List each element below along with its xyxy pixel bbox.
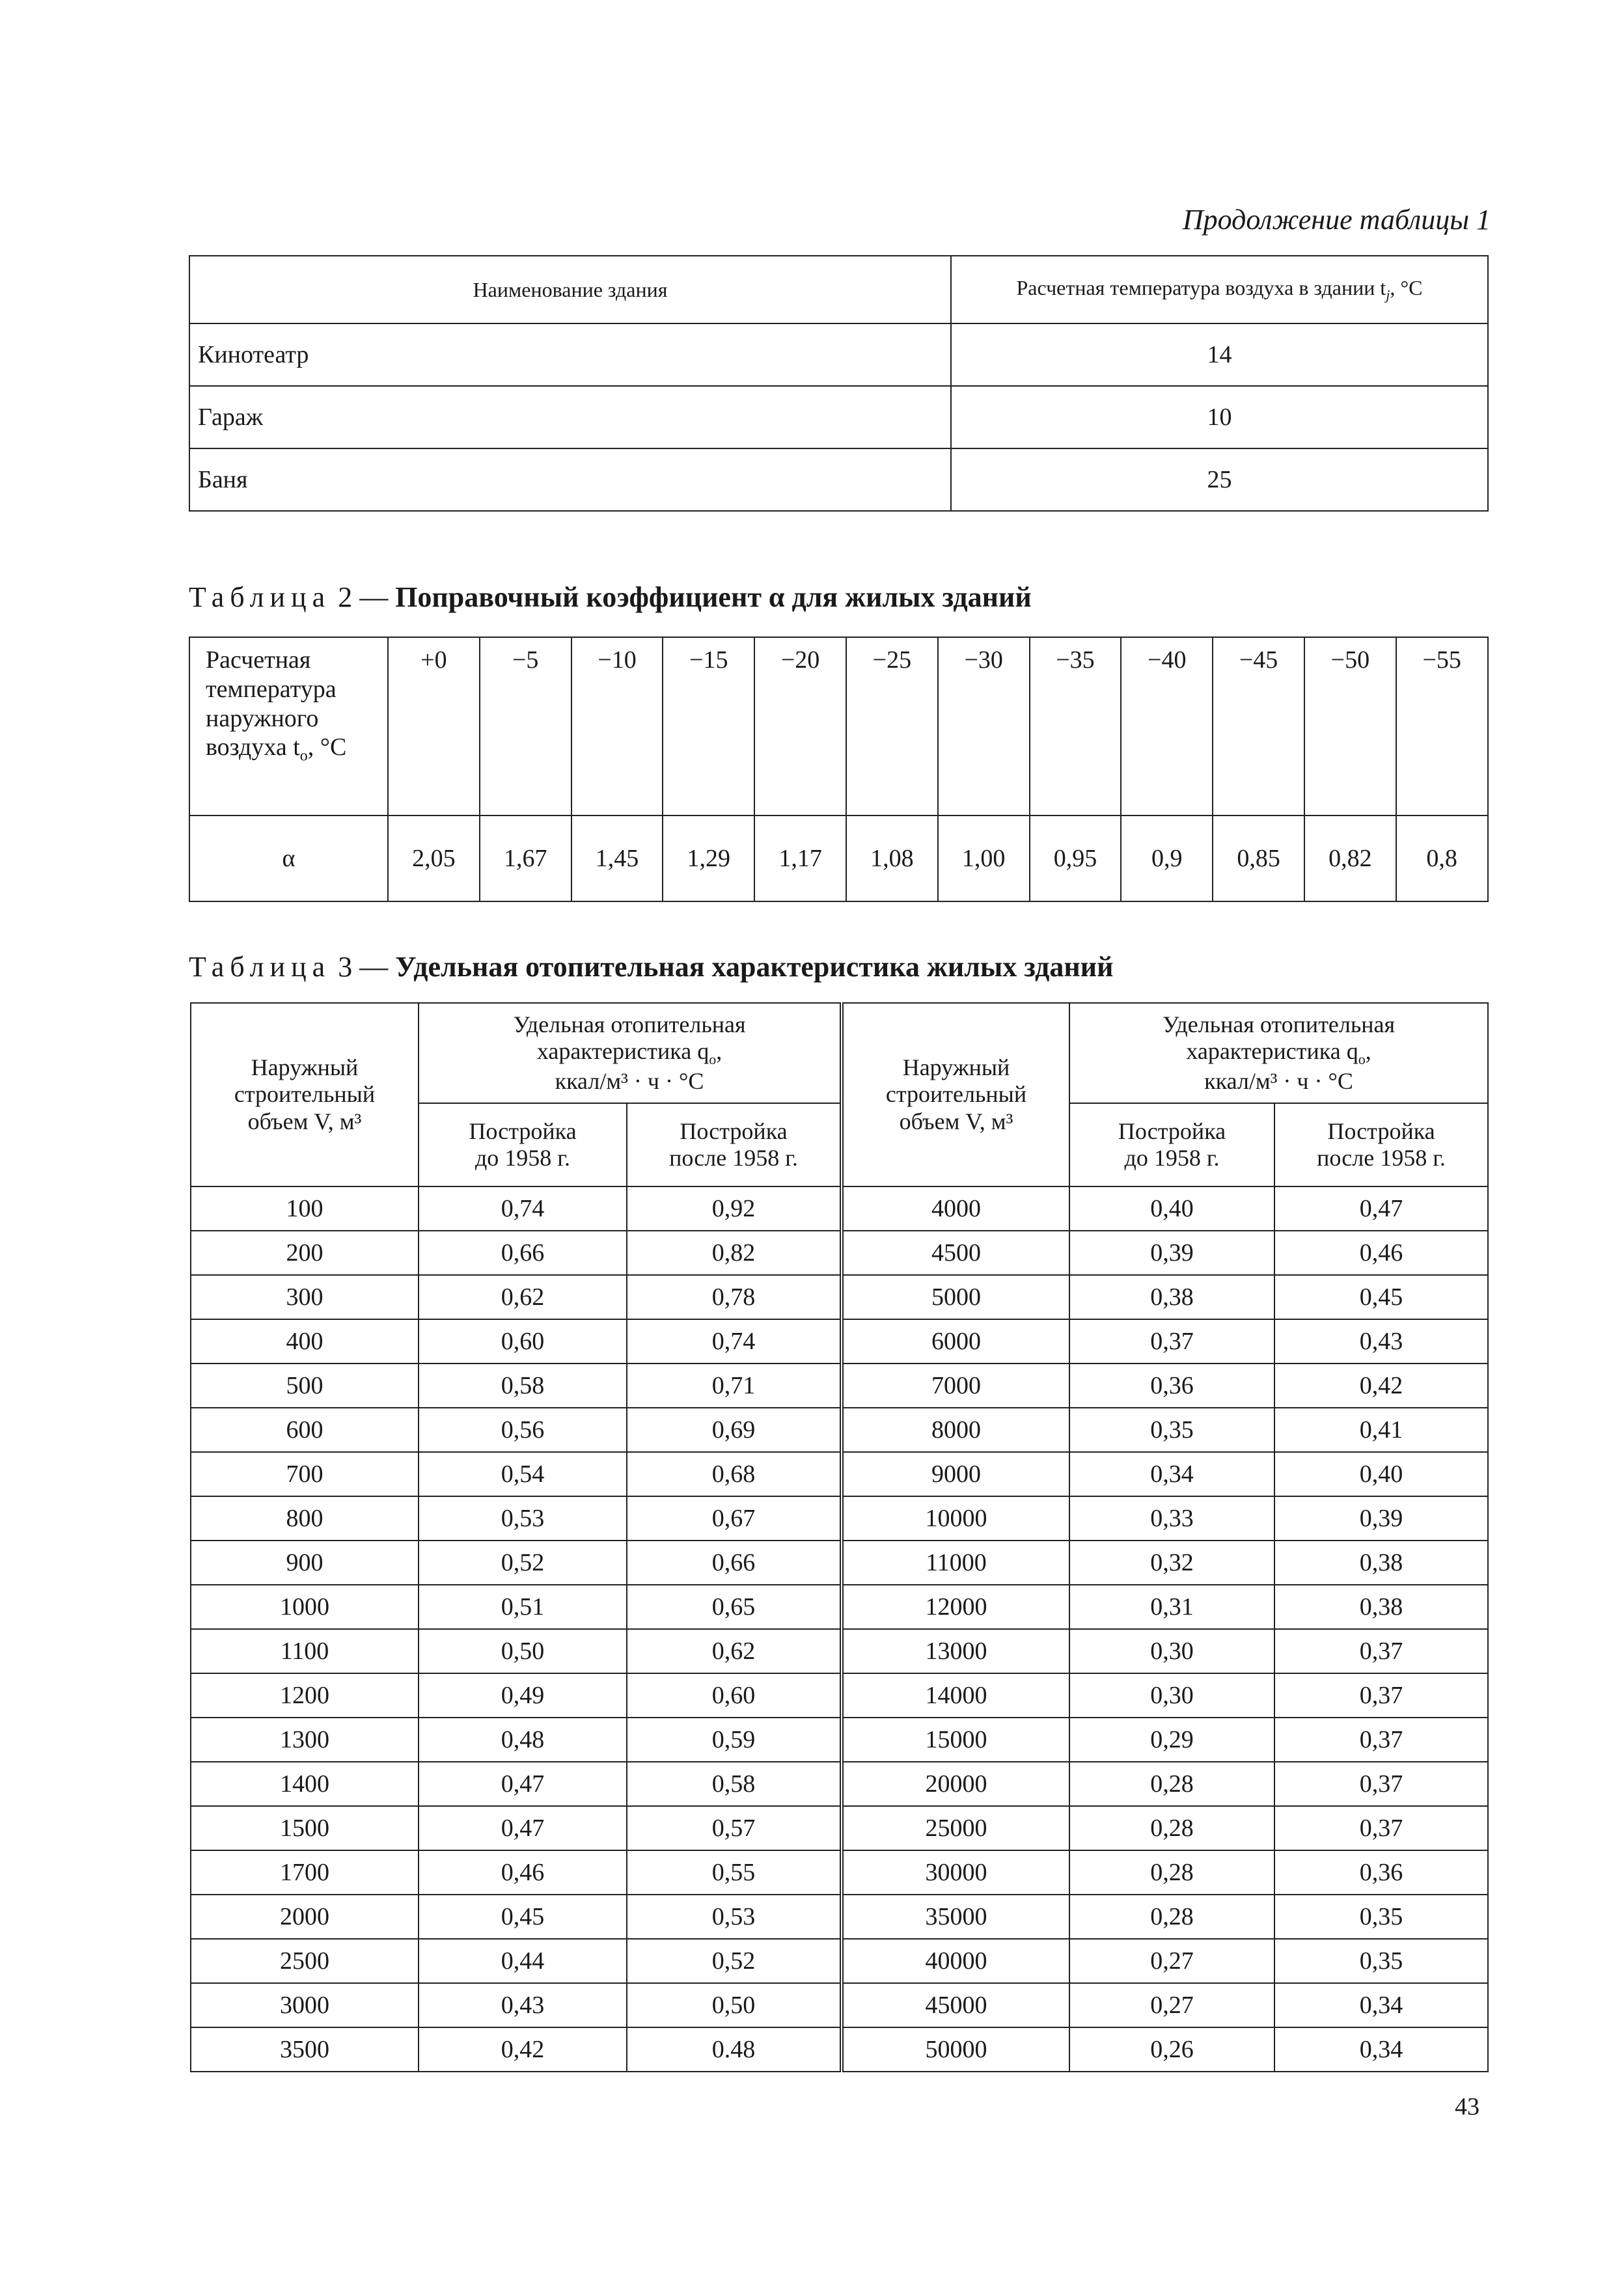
before-1958-cell: 0,28	[1069, 1762, 1274, 1806]
before-1958-cell: 0,39	[1069, 1231, 1274, 1275]
volume-cell: 3500	[191, 2027, 419, 2072]
before-1958-cell: 0,66	[419, 1231, 627, 1275]
table-row	[191, 1364, 1488, 1408]
volume-cell: 1000	[191, 1585, 419, 1629]
volume-cell: 12000	[842, 1585, 1069, 1629]
volume-cell: 11000	[842, 1541, 1069, 1585]
volume-cell: 1200	[191, 1673, 419, 1718]
before-1958-cell: 0,74	[419, 1186, 627, 1231]
before-1958-cell: 0,52	[419, 1541, 627, 1585]
table-row	[191, 1629, 1488, 1673]
before-1958-cell: 0,45	[419, 1895, 627, 1939]
alpha-label: α	[189, 816, 388, 901]
building-name-cell: Кинотеатр	[189, 323, 951, 386]
after-1958-cell: 0,37	[1274, 1629, 1488, 1673]
table-row	[191, 1585, 1488, 1629]
alpha-value-cell: 0,85	[1213, 816, 1304, 901]
volume-cell: 200	[191, 1231, 419, 1275]
before-1958-cell: 0,47	[419, 1762, 627, 1806]
table-row	[191, 1762, 1488, 1806]
before-1958-cell: 0,58	[419, 1364, 627, 1408]
before-1958-cell: 0,46	[419, 1850, 627, 1895]
before-1958-cell: 0,47	[419, 1806, 627, 1850]
after-1958-cell: 0,67	[627, 1496, 842, 1541]
temperature-cell: −40	[1121, 637, 1213, 816]
volume-cell: 30000	[842, 1850, 1069, 1895]
table-row	[191, 1806, 1488, 1850]
continuation-caption: Продолжение таблицы 1	[1182, 204, 1491, 236]
page-number: 43	[1455, 2093, 1479, 2120]
before-1958-cell: 0,27	[1069, 1983, 1274, 2027]
after-1958-cell: 0,46	[1274, 1231, 1488, 1275]
before-1958-cell: 0,43	[419, 1983, 627, 2027]
table-row	[191, 2027, 1488, 2072]
volume-cell: 700	[191, 1452, 419, 1496]
volume-cell: 40000	[842, 1939, 1069, 1983]
volume-cell: 15000	[842, 1718, 1069, 1762]
table-row	[191, 1983, 1488, 2027]
after-1958-cell: 0,41	[1274, 1408, 1488, 1452]
volume-cell: 4000	[842, 1186, 1069, 1231]
table-row	[191, 1895, 1488, 1939]
table-row	[191, 1231, 1488, 1275]
after-1958-cell: 0,37	[1274, 1718, 1488, 1762]
heating-characteristic-header: Удельная отопительная характеристика $q_о$, ккал/м³ · ч · °С	[1069, 1003, 1488, 1103]
before-1958-cell: 0,31	[1069, 1585, 1274, 1629]
after-1958-cell: 0,58	[627, 1762, 842, 1806]
volume-cell: 45000	[842, 1983, 1069, 2027]
volume-cell: 100	[191, 1186, 419, 1231]
table-2-caption	[189, 581, 1032, 614]
table-2-title: Поправочный коэффициент α для жилых зданий	[395, 581, 1032, 613]
volume-cell: 1100	[191, 1629, 419, 1673]
volume-cell: 1400	[191, 1762, 419, 1806]
volume-cell: 25000	[842, 1806, 1069, 1850]
after-1958-cell: 0,92	[627, 1186, 842, 1231]
before-1958-cell: 0,37	[1069, 1319, 1274, 1364]
temperature-cell: −55	[1396, 637, 1488, 816]
before-1958-cell: 0,44	[419, 1939, 627, 1983]
after-1958-cell: 0,34	[1274, 2027, 1488, 2072]
after-1958-cell: 0,82	[627, 1231, 842, 1275]
table-row	[191, 1939, 1488, 1983]
volume-cell: 7000	[842, 1364, 1069, 1408]
alpha-value-cell: 1,67	[480, 816, 571, 901]
before-1958-cell: 0,33	[1069, 1496, 1274, 1541]
before-1958-cell: 0,27	[1069, 1939, 1274, 1983]
heating-characteristic-header: Удельная отопительная характеристика $q_о$, ккал/м³ · ч · °С	[419, 1003, 842, 1103]
table-row	[191, 1541, 1488, 1585]
before-1958-cell: 0,29	[1069, 1718, 1274, 1762]
after-1958-cell: 0,45	[1274, 1275, 1488, 1319]
before-1958-cell: 0,50	[419, 1629, 627, 1673]
after-1958-cell: 0,39	[1274, 1496, 1488, 1541]
after-1958-cell: 0,35	[1274, 1895, 1488, 1939]
after-1958-cell: 0,34	[1274, 1983, 1488, 2027]
alpha-value-cell: 0,95	[1030, 816, 1122, 901]
after-1958-cell: 0,57	[627, 1806, 842, 1850]
volume-cell: 35000	[842, 1895, 1069, 1939]
after-1958-cell: 0,50	[627, 1983, 842, 2027]
table-row	[191, 1850, 1488, 1895]
volume-cell: 800	[191, 1496, 419, 1541]
after-1958-cell: 0,35	[1274, 1939, 1488, 1983]
after-1958-cell: 0,59	[627, 1718, 842, 1762]
temperature-cell: −50	[1304, 637, 1396, 816]
temperature-cell: −15	[663, 637, 754, 816]
before-1958-cell: 0,28	[1069, 1806, 1274, 1850]
before-1958-cell: 0,49	[419, 1673, 627, 1718]
after-1958-cell: 0,37	[1274, 1762, 1488, 1806]
after-1958-cell: 0,60	[627, 1673, 842, 1718]
after-1958-cell: 0,74	[627, 1319, 842, 1364]
building-name-cell: Гараж	[189, 386, 951, 448]
table-3-caption	[189, 950, 1113, 983]
alpha-value-cell: 1,17	[754, 816, 846, 901]
before-1958-cell: 0,38	[1069, 1275, 1274, 1319]
outdoor-temp-label: Расчетная температура наружного воздуха $t_о$, °C	[189, 637, 388, 816]
temperature-cell: 25	[951, 448, 1488, 511]
before-1958-cell: 0,26	[1069, 2027, 1274, 2072]
table-row	[191, 1186, 1488, 1231]
volume-cell: 10000	[842, 1496, 1069, 1541]
table-3	[190, 1002, 1489, 2072]
after-1958-cell: 0.48	[627, 2027, 842, 2072]
table-2-number: 2	[338, 581, 353, 613]
alpha-value-cell: 1,45	[571, 816, 663, 901]
after-1958-cell: 0,38	[1274, 1585, 1488, 1629]
table-row	[191, 1452, 1488, 1496]
after-1958-cell: 0,66	[627, 1541, 842, 1585]
temperature-cell: −25	[846, 637, 938, 816]
volume-cell: 9000	[842, 1452, 1069, 1496]
after-1958-cell: 0,42	[1274, 1364, 1488, 1408]
volume-cell: 50000	[842, 2027, 1069, 2072]
table-3-header-row-1	[191, 1003, 1488, 1103]
alpha-value-cell: 0,82	[1304, 816, 1396, 901]
table-row	[191, 1275, 1488, 1319]
table-row	[191, 1673, 1488, 1718]
table-row	[189, 386, 1488, 448]
volume-cell: 5000	[842, 1275, 1069, 1319]
volume-cell: 1700	[191, 1850, 419, 1895]
alpha-value-cell: 0,9	[1121, 816, 1213, 901]
temperature-cell: −35	[1030, 637, 1122, 816]
volume-cell: 2000	[191, 1895, 419, 1939]
after-1958-cell: 0,36	[1274, 1850, 1488, 1895]
alpha-value-cell: 1,08	[846, 816, 938, 901]
before-1958-cell: 0,62	[419, 1275, 627, 1319]
table-3-title: Удельная отопительная характеристика жилых зданий	[395, 951, 1114, 983]
before-1958-cell: 0,32	[1069, 1541, 1274, 1585]
table-2	[189, 637, 1489, 902]
after-1958-cell: 0,62	[627, 1629, 842, 1673]
after-1958-cell: 0,40	[1274, 1452, 1488, 1496]
before-1958-cell: 0,35	[1069, 1408, 1274, 1452]
alpha-value-cell: 1,00	[938, 816, 1030, 901]
temperature-cell: +0	[388, 637, 480, 816]
before-1958-cell: 0,28	[1069, 1895, 1274, 1939]
temperature-row	[189, 637, 1488, 816]
temperature-cell: −45	[1213, 637, 1304, 816]
table-3-dash: —	[359, 951, 389, 983]
after-1958-cell: 0,47	[1274, 1186, 1488, 1231]
before-1958-cell: 0,36	[1069, 1364, 1274, 1408]
after-1958-cell: 0,37	[1274, 1673, 1488, 1718]
table-row	[191, 1496, 1488, 1541]
volume-cell: 8000	[842, 1408, 1069, 1452]
before-1958-cell: 0,42	[419, 2027, 627, 2072]
volume-cell: 1300	[191, 1718, 419, 1762]
alpha-value-cell: 0,8	[1396, 816, 1488, 901]
table-row	[191, 1718, 1488, 1762]
table-3-number: 3	[338, 951, 353, 983]
volume-cell: 300	[191, 1275, 419, 1319]
volume-cell: 900	[191, 1541, 419, 1585]
table-row	[189, 448, 1488, 511]
volume-cell: 2500	[191, 1939, 419, 1983]
built-before-1958-header: Постройка до 1958 г.	[419, 1103, 627, 1186]
temperature-cell: −30	[938, 637, 1030, 816]
before-1958-cell: 0,40	[1069, 1186, 1274, 1231]
table-1-continuation	[189, 255, 1489, 512]
built-after-1958-header: Постройка после 1958 г.	[627, 1103, 842, 1186]
temperature-cell: 10	[951, 386, 1488, 448]
before-1958-cell: 0,34	[1069, 1452, 1274, 1496]
after-1958-cell: 0,38	[1274, 1541, 1488, 1585]
volume-cell: 4500	[842, 1231, 1069, 1275]
volume-cell: 20000	[842, 1762, 1069, 1806]
table-1-header-row	[189, 256, 1488, 323]
table-3-body	[191, 1186, 1488, 2072]
after-1958-cell: 0,68	[627, 1452, 842, 1496]
before-1958-cell: 0,30	[1069, 1629, 1274, 1673]
after-1958-cell: 0,71	[627, 1364, 842, 1408]
temperature-cell: −5	[480, 637, 571, 816]
after-1958-cell: 0,37	[1274, 1806, 1488, 1850]
air-temp-header: Расчетная температура воздуха в здании $t_j$, °C	[951, 256, 1488, 323]
volume-cell: 1500	[191, 1806, 419, 1850]
table-3-label: Таблица	[189, 951, 331, 983]
volume-cell: 6000	[842, 1319, 1069, 1364]
after-1958-cell: 0,52	[627, 1939, 842, 1983]
after-1958-cell: 0,53	[627, 1895, 842, 1939]
after-1958-cell: 0,55	[627, 1850, 842, 1895]
volume-header: Наружный строительный объем V, м³	[842, 1003, 1069, 1186]
before-1958-cell: 0,56	[419, 1408, 627, 1452]
volume-cell: 14000	[842, 1673, 1069, 1718]
alpha-value-cell: 2,05	[388, 816, 480, 901]
temperature-cell: −20	[754, 637, 846, 816]
before-1958-cell: 0,48	[419, 1718, 627, 1762]
table-row	[191, 1319, 1488, 1364]
table-2-dash: —	[359, 581, 389, 613]
temperature-cell: 14	[951, 323, 1488, 386]
volume-cell: 600	[191, 1408, 419, 1452]
table-2-label: Таблица	[189, 581, 331, 613]
after-1958-cell: 0,65	[627, 1585, 842, 1629]
after-1958-cell: 0,78	[627, 1275, 842, 1319]
built-before-1958-header: Постройка до 1958 г.	[1069, 1103, 1274, 1186]
volume-cell: 13000	[842, 1629, 1069, 1673]
volume-cell: 400	[191, 1319, 419, 1364]
building-name-header: Наименование здания	[189, 256, 951, 323]
after-1958-cell: 0,43	[1274, 1319, 1488, 1364]
after-1958-cell: 0,69	[627, 1408, 842, 1452]
alpha-value-cell: 1,29	[663, 816, 754, 901]
table-row	[189, 323, 1488, 386]
before-1958-cell: 0,60	[419, 1319, 627, 1364]
before-1958-cell: 0,30	[1069, 1673, 1274, 1718]
before-1958-cell: 0,28	[1069, 1850, 1274, 1895]
table-row	[191, 1408, 1488, 1452]
before-1958-cell: 0,51	[419, 1585, 627, 1629]
building-name-cell: Баня	[189, 448, 951, 511]
built-after-1958-header: Постройка после 1958 г.	[1274, 1103, 1488, 1186]
before-1958-cell: 0,54	[419, 1452, 627, 1496]
volume-header: Наружный строительный объем V, м³	[191, 1003, 419, 1186]
volume-cell: 500	[191, 1364, 419, 1408]
before-1958-cell: 0,53	[419, 1496, 627, 1541]
temperature-cell: −10	[571, 637, 663, 816]
alpha-row	[189, 816, 1488, 901]
volume-cell: 3000	[191, 1983, 419, 2027]
